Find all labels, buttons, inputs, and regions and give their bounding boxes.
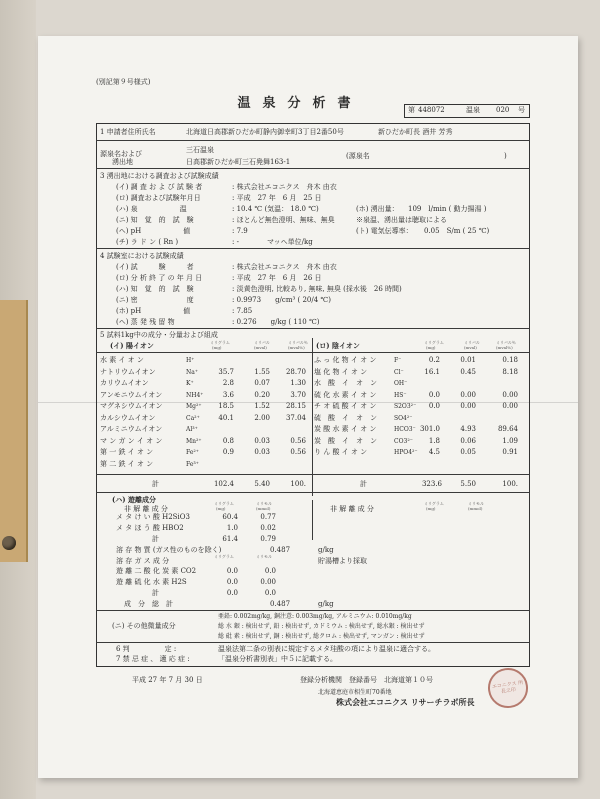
unit-mmol: ミリモル (256, 554, 272, 559)
yield-label: (ホ) 湧出量： (356, 205, 399, 213)
applicant-name: 新ひだか町長 酒井 芳秀 (378, 128, 453, 136)
s3-row-k: (ハ) 泉 温 (116, 205, 187, 213)
ion-mval: 0.45 (460, 367, 476, 376)
ion-mval-pct: 0.91 (502, 448, 518, 456)
cation-total-label: 計 (152, 480, 159, 488)
total-components-value: 0.487 (270, 600, 291, 608)
nd-row-name: メ タ ほ う 酸 HBO2 (116, 524, 184, 532)
ion-mval-pct: 1.09 (502, 436, 518, 445)
s4-row-v: : 0.9973 g/cm³ ( 20/4 ℃) (232, 296, 331, 304)
unit-pct-code: (mval%) (496, 345, 513, 350)
s3-row-v: : 株式会社エコニクス 舟木 由衣 (232, 183, 337, 191)
anion-total-mval: 5.50 (460, 480, 476, 488)
anion-total-label: 計 (360, 480, 367, 488)
gas-row-name: 遊 離 硫 化 水 素 H2S (116, 578, 187, 586)
nd-row-name: メ タ け い 酸 H2SiO3 (116, 513, 190, 521)
issue-date: 平成 27 年 7 月 30 日 (132, 676, 203, 684)
divider (96, 140, 530, 141)
spring-name: 三石温泉 (186, 146, 214, 154)
ion-formula: HPO4²⁻ (394, 449, 418, 456)
s3-row-v: : 平成 27 年 6 月 25 日 (232, 194, 322, 202)
judgement-text: 温泉法第二条の別表に規定するメタ珪酸の項により温泉に適合する。 (218, 645, 435, 653)
ion-formula: Cl⁻ (394, 368, 404, 376)
ion-name: マ ン ガ ン イ オ ン (100, 436, 163, 445)
unit-mg-code: (mg) (426, 345, 436, 350)
ion-name: 硫 化 水 素 イ オ ン (314, 390, 377, 399)
ion-mval: 0.05 (460, 448, 476, 456)
gas-row-name: 遊 離 二 酸 化 炭 素 CO2 (116, 567, 197, 575)
ion-name: 水 酸 イ オ ン (314, 379, 377, 387)
ion-mg: 0.2 (428, 356, 440, 364)
ion-name: カルシウムイオン (100, 413, 156, 422)
ion-formula: Na⁺ (186, 368, 198, 376)
ion-mval-pct: 0.00 (502, 402, 518, 410)
gas-row-mmol: 0.00 (260, 578, 276, 586)
ion-mg: 3.6 (222, 390, 234, 399)
divider (96, 168, 530, 169)
wooden-shelf-edge (0, 300, 28, 562)
unit-mmol-code: (mmol) (468, 506, 483, 511)
anion-total-pct: 100. (502, 480, 518, 488)
unit-mmol: ミリモル (256, 501, 272, 506)
column-divider (312, 500, 313, 540)
unit-mmol-code: (mmol) (256, 506, 271, 511)
unit-mg-code: (mg) (426, 506, 436, 511)
ion-mval-pct: 0.00 (502, 390, 518, 399)
ec-value: 0.05 S/m ( 25 ℃) (424, 227, 490, 235)
divider (96, 352, 530, 353)
ion-mval-pct: 28.70 (285, 367, 306, 376)
ion-formula: Fe³⁺ (186, 460, 199, 468)
s4-row-v: : 株式会社エコニクス 舟木 由衣 (232, 263, 337, 271)
s3-row-v: : 10.4 ℃ (気温： 18.0 ℃) (232, 205, 319, 213)
ion-formula: H⁺ (186, 357, 195, 364)
indication-label: 7 禁 忌 症 、 適 応 症 : (116, 655, 190, 663)
ion-mval-pct: 28.15 (285, 402, 306, 410)
judgement-label: 6 判 定 : (116, 645, 177, 653)
seal-text: エコニクス 所長之印 (491, 679, 524, 695)
ion-mval: 2.00 (254, 413, 270, 422)
reg-number: 448072 (418, 106, 445, 114)
ion-formula: Al³⁺ (186, 426, 198, 433)
ion-name: 炭 酸 水 素 イ オ ン (314, 425, 377, 433)
spring-place: 日高郡新ひだか町三石鳧舞163-1 (186, 158, 291, 166)
ion-mg: 2.8 (222, 379, 234, 387)
s4-row-k: (イ) 試 験 者 (116, 263, 194, 271)
org-address: 北海道恵庭市相生町70番地 (318, 689, 392, 696)
yield-value: 109 l/min ( 動力揚湯 ) (408, 205, 487, 213)
s4-row-v: : 0.276 g/kg ( 110 ℃) (232, 318, 320, 326)
ion-name: アンモニウムイオン (100, 390, 163, 399)
gas-total-mg: 0.0 (226, 589, 238, 597)
s4-row-k: (ヘ) 蒸 発 残 留 物 (116, 318, 175, 326)
applicant-label: 1 申請者住所氏名 (100, 128, 156, 136)
nd-row-mg: 60.4 (222, 513, 238, 521)
ion-mg: 40.1 (218, 413, 234, 422)
spring-label-a: 源泉名および (100, 150, 142, 158)
s3-row-v: : ほとんど無色澄明、無味、無臭 (232, 216, 335, 224)
unit-pct-code: (mval%) (288, 345, 305, 350)
gas-total-mmol: 0.0 (264, 589, 276, 597)
divider (96, 474, 530, 475)
ion-formula: OH⁻ (394, 380, 408, 387)
ion-mval-pct: 89.64 (497, 425, 518, 433)
ion-name: 炭 酸 イ オ ン (314, 436, 377, 445)
unit-mg: ミリグラム (424, 340, 444, 345)
unit-mval-code: (mval) (254, 345, 267, 350)
nd-head: 非 解 離 成 分 (124, 505, 168, 513)
ion-mval: 0.00 (460, 390, 476, 399)
unit-mmol: ミリモル (468, 501, 484, 506)
reg-suffix: 号 (518, 106, 525, 114)
unit-mg-code: (mg) (216, 506, 226, 511)
unit-pct: ミリバル％ (288, 340, 308, 345)
ion-formula: HCO3⁻ (394, 426, 416, 433)
unit-mg-code: (mg) (212, 345, 222, 350)
trace-line-3: 総 砒 素 : 検出せず, 銅 : 検出せず, 総クロム : 検出せず, マンガン : 検出せず (218, 633, 425, 640)
ion-mval-pct: 1.30 (290, 379, 306, 387)
ion-mval-pct: 0.56 (290, 436, 306, 445)
s3-row-k: (イ) 調 査 お よ び 試 験 者 (116, 183, 203, 191)
gas-row-mg: 0.0 (226, 578, 238, 586)
unit-mg: ミリグラム (214, 501, 234, 506)
ion-name: アルミニウムイオン (100, 425, 163, 433)
ion-mval: 0.20 (254, 390, 270, 399)
gas-head: 溶 存 ガ ス 成 分 (116, 557, 170, 565)
ion-mg: 0.9 (222, 448, 234, 456)
ion-name: 水 素 イ オ ン (100, 356, 144, 364)
ion-name: 塩 化 物 イ オ ン (314, 367, 368, 376)
s3-row-v: : 7.9 (232, 227, 248, 235)
dissolved-solids-unit: g/kg (318, 546, 334, 554)
s4-row-k: (ホ) pH 値 (116, 307, 191, 315)
divider (96, 248, 530, 249)
s3-row-k: (ロ) 調査および試験年月日 (116, 194, 201, 202)
free-head: (ハ) 遊離成分 (112, 495, 157, 504)
ion-mg: 4.5 (428, 448, 440, 456)
s3-row-k: (ヘ) pH 値 (116, 227, 191, 235)
ion-name: カリウムイオン (100, 379, 149, 387)
s4-row-k: (ニ) 密 度 (116, 296, 194, 304)
unit-mval: ミリバル (254, 340, 270, 345)
ion-name: 第 二 鉄 イ オ ン (100, 459, 154, 468)
ion-name: 第 一 鉄 イ オ ン (100, 448, 154, 456)
ion-mval: 1.52 (254, 402, 270, 410)
unit-pct: ミリバル％ (496, 340, 516, 345)
gas-row-mmol: 0.0 (264, 567, 276, 575)
ion-name: 硫 酸 イ オ ン (314, 413, 377, 422)
trace-label: (ニ) その他微量成分 (112, 622, 176, 630)
nd-total-label: 計 (152, 535, 159, 543)
dissolved-solids-value: 0.487 (270, 546, 291, 554)
anion-head: (ロ) 陰イオン (316, 341, 360, 350)
s3-row-k: (チ) ラ ド ン ( Rn ) (116, 238, 179, 246)
nd-head-right: 非 解 離 成 分 (330, 505, 374, 513)
ion-name: マグネシウムイオン (100, 402, 163, 410)
trace-line-1: 亜鉛: 0.002mg/kg, 銅注意: 0.003mg/kg, アルミニウム: 0.010mg/kg (218, 613, 412, 620)
reg-num: 020 (496, 106, 510, 114)
org-name: 株式会社エコニクス リサーチラボ所長 (336, 697, 475, 707)
ion-formula: CO3²⁻ (394, 437, 413, 445)
ion-name: チ オ 硫 酸 イ オ ン (314, 402, 377, 410)
ion-mg: 0.0 (428, 402, 440, 410)
ion-mval: 4.93 (460, 425, 476, 433)
ion-mg: 16.1 (424, 367, 440, 376)
s3-row-k: (ニ) 知 覚 的 試 験 (116, 216, 194, 224)
nd-total-mg: 61.4 (222, 535, 238, 543)
s4-head: 4 試験室における試験成績 (100, 252, 184, 260)
column-divider (312, 338, 313, 496)
yield-note: ※泉温、湧出量は聴取による (356, 216, 447, 224)
ion-formula: Ca²⁺ (186, 414, 200, 422)
cation-total-mval: 5.40 (254, 480, 270, 488)
ion-mg: 35.7 (218, 367, 234, 376)
org-registration: 登録分析機関 登録番号 北海道第１０号 (300, 676, 433, 684)
ion-mval-pct: 3.70 (290, 390, 306, 399)
spring-alt-name: (源泉名 (346, 152, 370, 160)
reg-kind: 温泉 (466, 106, 480, 114)
ion-mg: 301.0 (419, 425, 440, 433)
ion-formula: SO4²⁻ (394, 414, 413, 422)
unit-mg: ミリグラム (424, 501, 444, 506)
ion-mval: 1.55 (254, 367, 270, 376)
ion-formula: S2O3²⁻ (394, 403, 417, 410)
ion-formula: Mn²⁺ (186, 437, 202, 445)
gas-total-label: 計 (152, 589, 159, 597)
divider (96, 610, 530, 611)
nd-row-mmol: 0.77 (260, 513, 276, 521)
anion-total-mg: 323.6 (421, 480, 442, 488)
ion-mval: 0.03 (254, 448, 270, 456)
ion-name: ふ っ 化 物 イ オ ン (314, 356, 377, 364)
ion-name: り ん 酸 イ オ ン (314, 448, 368, 456)
ion-formula: Fe²⁺ (186, 449, 199, 456)
ion-formula: K⁺ (186, 380, 194, 387)
ion-mval: 0.06 (460, 436, 476, 445)
ion-mval-pct: 0.56 (290, 448, 306, 456)
form-number: (別記第９号様式) (96, 78, 151, 86)
ion-name: ナトリウムイオン (100, 367, 156, 376)
ion-formula: NH4⁺ (186, 391, 204, 399)
s3-head: 3 湧出地における調査および試験成績 (100, 172, 219, 180)
ec-label: (ト) 電気伝導率： (356, 227, 413, 235)
s4-row-k: (ロ) 分 析 終 了 の 年 月 日 (116, 274, 203, 282)
s4-row-v: : 淡黄色澄明, 比較あり, 無味, 無臭 (採水後 26 時間) (232, 285, 402, 293)
ion-mg: 0.8 (222, 436, 234, 445)
unit-mval: ミリバル (464, 340, 480, 345)
ion-mval: 0.07 (254, 379, 270, 387)
cation-head: (イ) 陽イオン (110, 341, 154, 350)
ion-mg: 1.8 (428, 436, 440, 445)
s5-head: 5 試料1kg中の成分・分量および組成 (100, 331, 218, 339)
gas-row-mg: 0.0 (226, 567, 238, 575)
divider (96, 328, 530, 329)
s4-row-k: (ハ) 知 覚 的 試 験 (116, 285, 194, 293)
ion-formula: Mg²⁺ (186, 403, 202, 410)
ion-formula: HS⁻ (394, 391, 407, 399)
gas-note: 貯湯槽より採取 (318, 557, 367, 565)
spring-alt-end: ) (504, 152, 507, 160)
indication-text: 「温泉分析書別表」中５に記載する。 (218, 655, 337, 663)
total-components-unit: g/kg (318, 600, 334, 608)
pin-icon (2, 536, 16, 550)
reg-label: 第 (408, 106, 415, 114)
ion-mval: 0.01 (460, 356, 476, 364)
nd-total-mmol: 0.79 (260, 535, 276, 543)
ion-mg: 18.5 (218, 402, 234, 410)
ion-mval: 0.00 (460, 402, 476, 410)
s4-row-v: : 7.85 (232, 307, 253, 315)
ion-formula: F⁻ (394, 357, 402, 364)
ion-mval-pct: 37.04 (285, 413, 306, 422)
ion-mg: 0.0 (428, 390, 440, 399)
s3-row-v: : - マッヘ単位/kg (232, 238, 313, 246)
applicant-address: 北海道日高郡新ひだか町静内御幸町3丁目2番50号 (186, 128, 344, 136)
ion-mval: 0.03 (254, 436, 270, 445)
total-components-label: 成 分 総 計 (124, 600, 173, 608)
nd-row-mg: 1.0 (226, 524, 238, 532)
dissolved-solids-label: 溶 存 物 質 (ガス性のものを除く) (116, 546, 222, 554)
cation-total-pct: 100. (290, 480, 306, 488)
trace-line-2: 総 水 銀 : 検出せず, 鉛 : 検出せず, カドミウム : 検出せず, 総水銀 : 検出せず (218, 623, 425, 630)
cation-total-mg: 102.4 (213, 480, 234, 488)
s4-row-v: : 平成 27 年 6 月 26 日 (232, 274, 322, 282)
ion-mval-pct: 0.18 (502, 356, 518, 364)
divider (96, 492, 530, 493)
nd-row-mmol: 0.02 (260, 524, 276, 532)
unit-mval-code: (mval) (464, 345, 477, 350)
page-title: 温泉分析書 (237, 96, 363, 111)
ion-mval-pct: 8.18 (502, 367, 518, 376)
spring-label-b: 湧出地 (112, 158, 133, 166)
unit-mg: ミリグラム (210, 340, 230, 345)
unit-mg: ミリグラム (214, 554, 234, 559)
divider (96, 642, 530, 643)
